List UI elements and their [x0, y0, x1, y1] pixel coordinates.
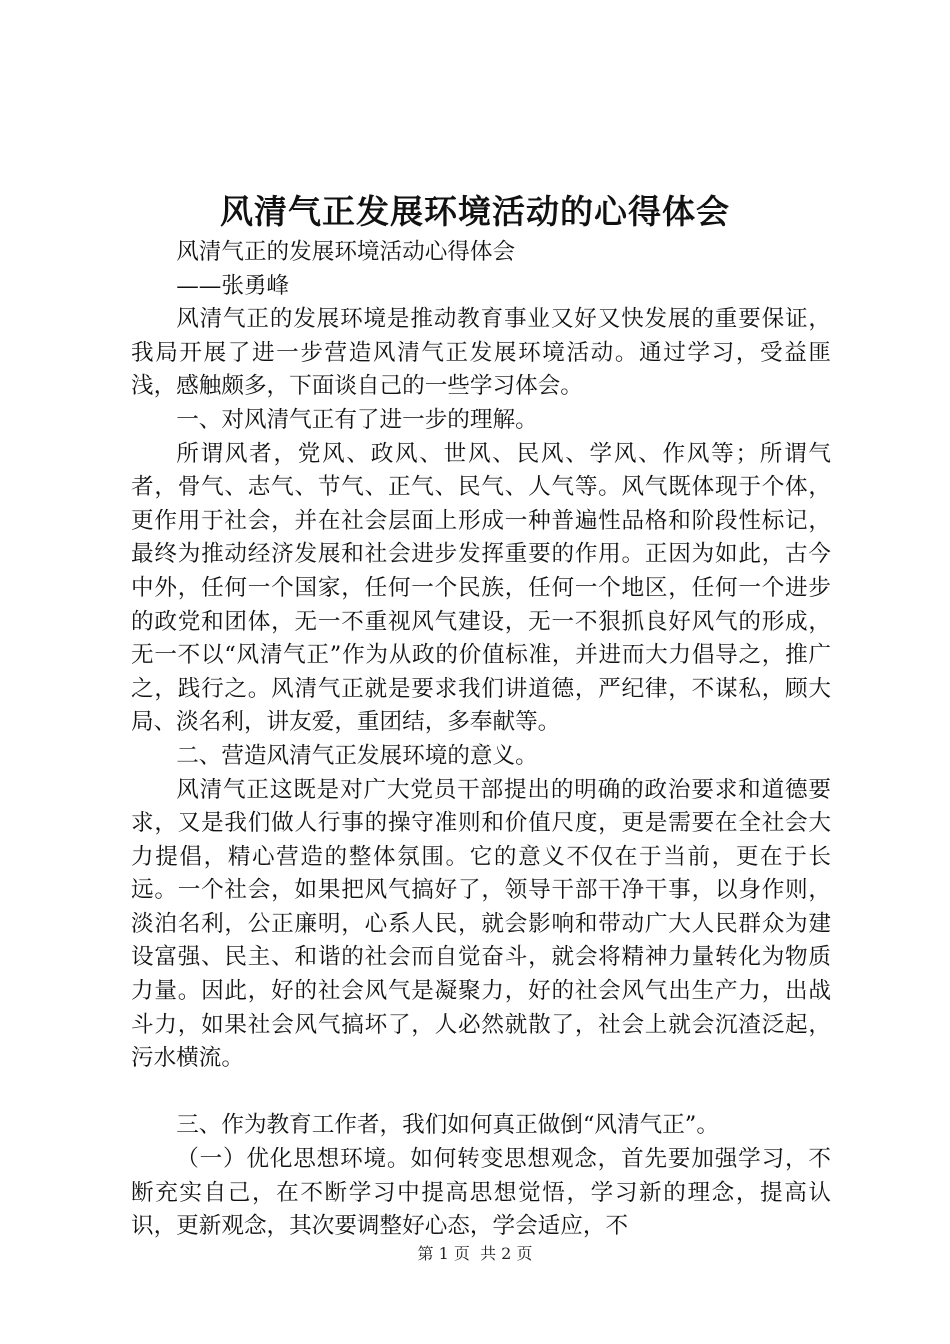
section-heading-2: 二、营造风清气正发展环境的意义。	[176, 742, 538, 769]
paragraph-section-1: 所谓风者，党风、政风、世风、民风、学风、作风等；所谓气者，骨气、志气、节气、正气、民气、人气等。风气既体现于个体，更作用于社会，并在社会层面上形成一种普遍性品格和阶段性标记，最终为推动经济发展和社会进步发挥重要的作用。正因为如此，古今中外，任何一个国家，任何一个民族，任何一个地区，任何一个进步的政党和团体，无一不重视风气建设，无一不狠抓良好风气的形成，无一不以“风清气正”作为从政的价值标准，并进而大力倡导之，推广之，践行之。风清气正就是要求我们讲道德，严纪律，不谋私，顾大局、淡名利，讲友爱，重团结，多奉献等。	[131, 440, 831, 736]
section-heading-1: 一、对风清气正有了进一步的理解。	[176, 406, 538, 433]
subtitle-line: 风清气正的发展环境活动心得体会	[176, 239, 516, 265]
paragraph-intro: 风清气正的发展环境是推动教育事业又好又快发展的重要保证，我局开展了进一步营造风清气正发展环境活动。通过学习，受益匪浅，感触颇多，下面谈自己的一些学习体会。	[131, 306, 831, 400]
page-footer	[0, 1241, 950, 1264]
document-body	[131, 236, 831, 1244]
paragraph-section-2: 风清气正这既是对广大党员干部提出的明确的政治要求和道德要求，又是我们做人行事的操守准则和价值尺度，更是需要在全社会大力提倡，精心营造的整体氛围。它的意义不仅在于当前，更在于长远。一个社会，如果把风气搞好了，领导干部干净干事，以身作则，淡泊名利，公正廉明，心系人民，就会影响和带动广大人民群众为建设富强、民主、和谐的社会而自觉奋斗，就会将精神力量转化为物质力量。因此，好的社会风气是凝聚力，好的社会风气出生产力，出战斗力，如果社会风气搞坏了，人必然就散了，社会上就会沉渣泛起，污水横流。	[131, 776, 831, 1072]
author-line: ——张勇峰	[176, 272, 290, 299]
page-number-label: 第 1 页 共 2 页	[417, 1244, 533, 1263]
document-title: 风清气正发展环境活动的心得体会	[220, 192, 730, 231]
paragraph-section-3: （一）优化思想环境。如何转变思想观念，首先要加强学习，不断充实自己，在不断学习中提高思想觉悟，学习新的理念，提高认识，更新观念，其次要调整好心态，学会适应，不	[131, 1146, 831, 1240]
section-heading-3: 三、作为教育工作者，我们如何真正做倒“风清气正”。	[176, 1112, 719, 1139]
